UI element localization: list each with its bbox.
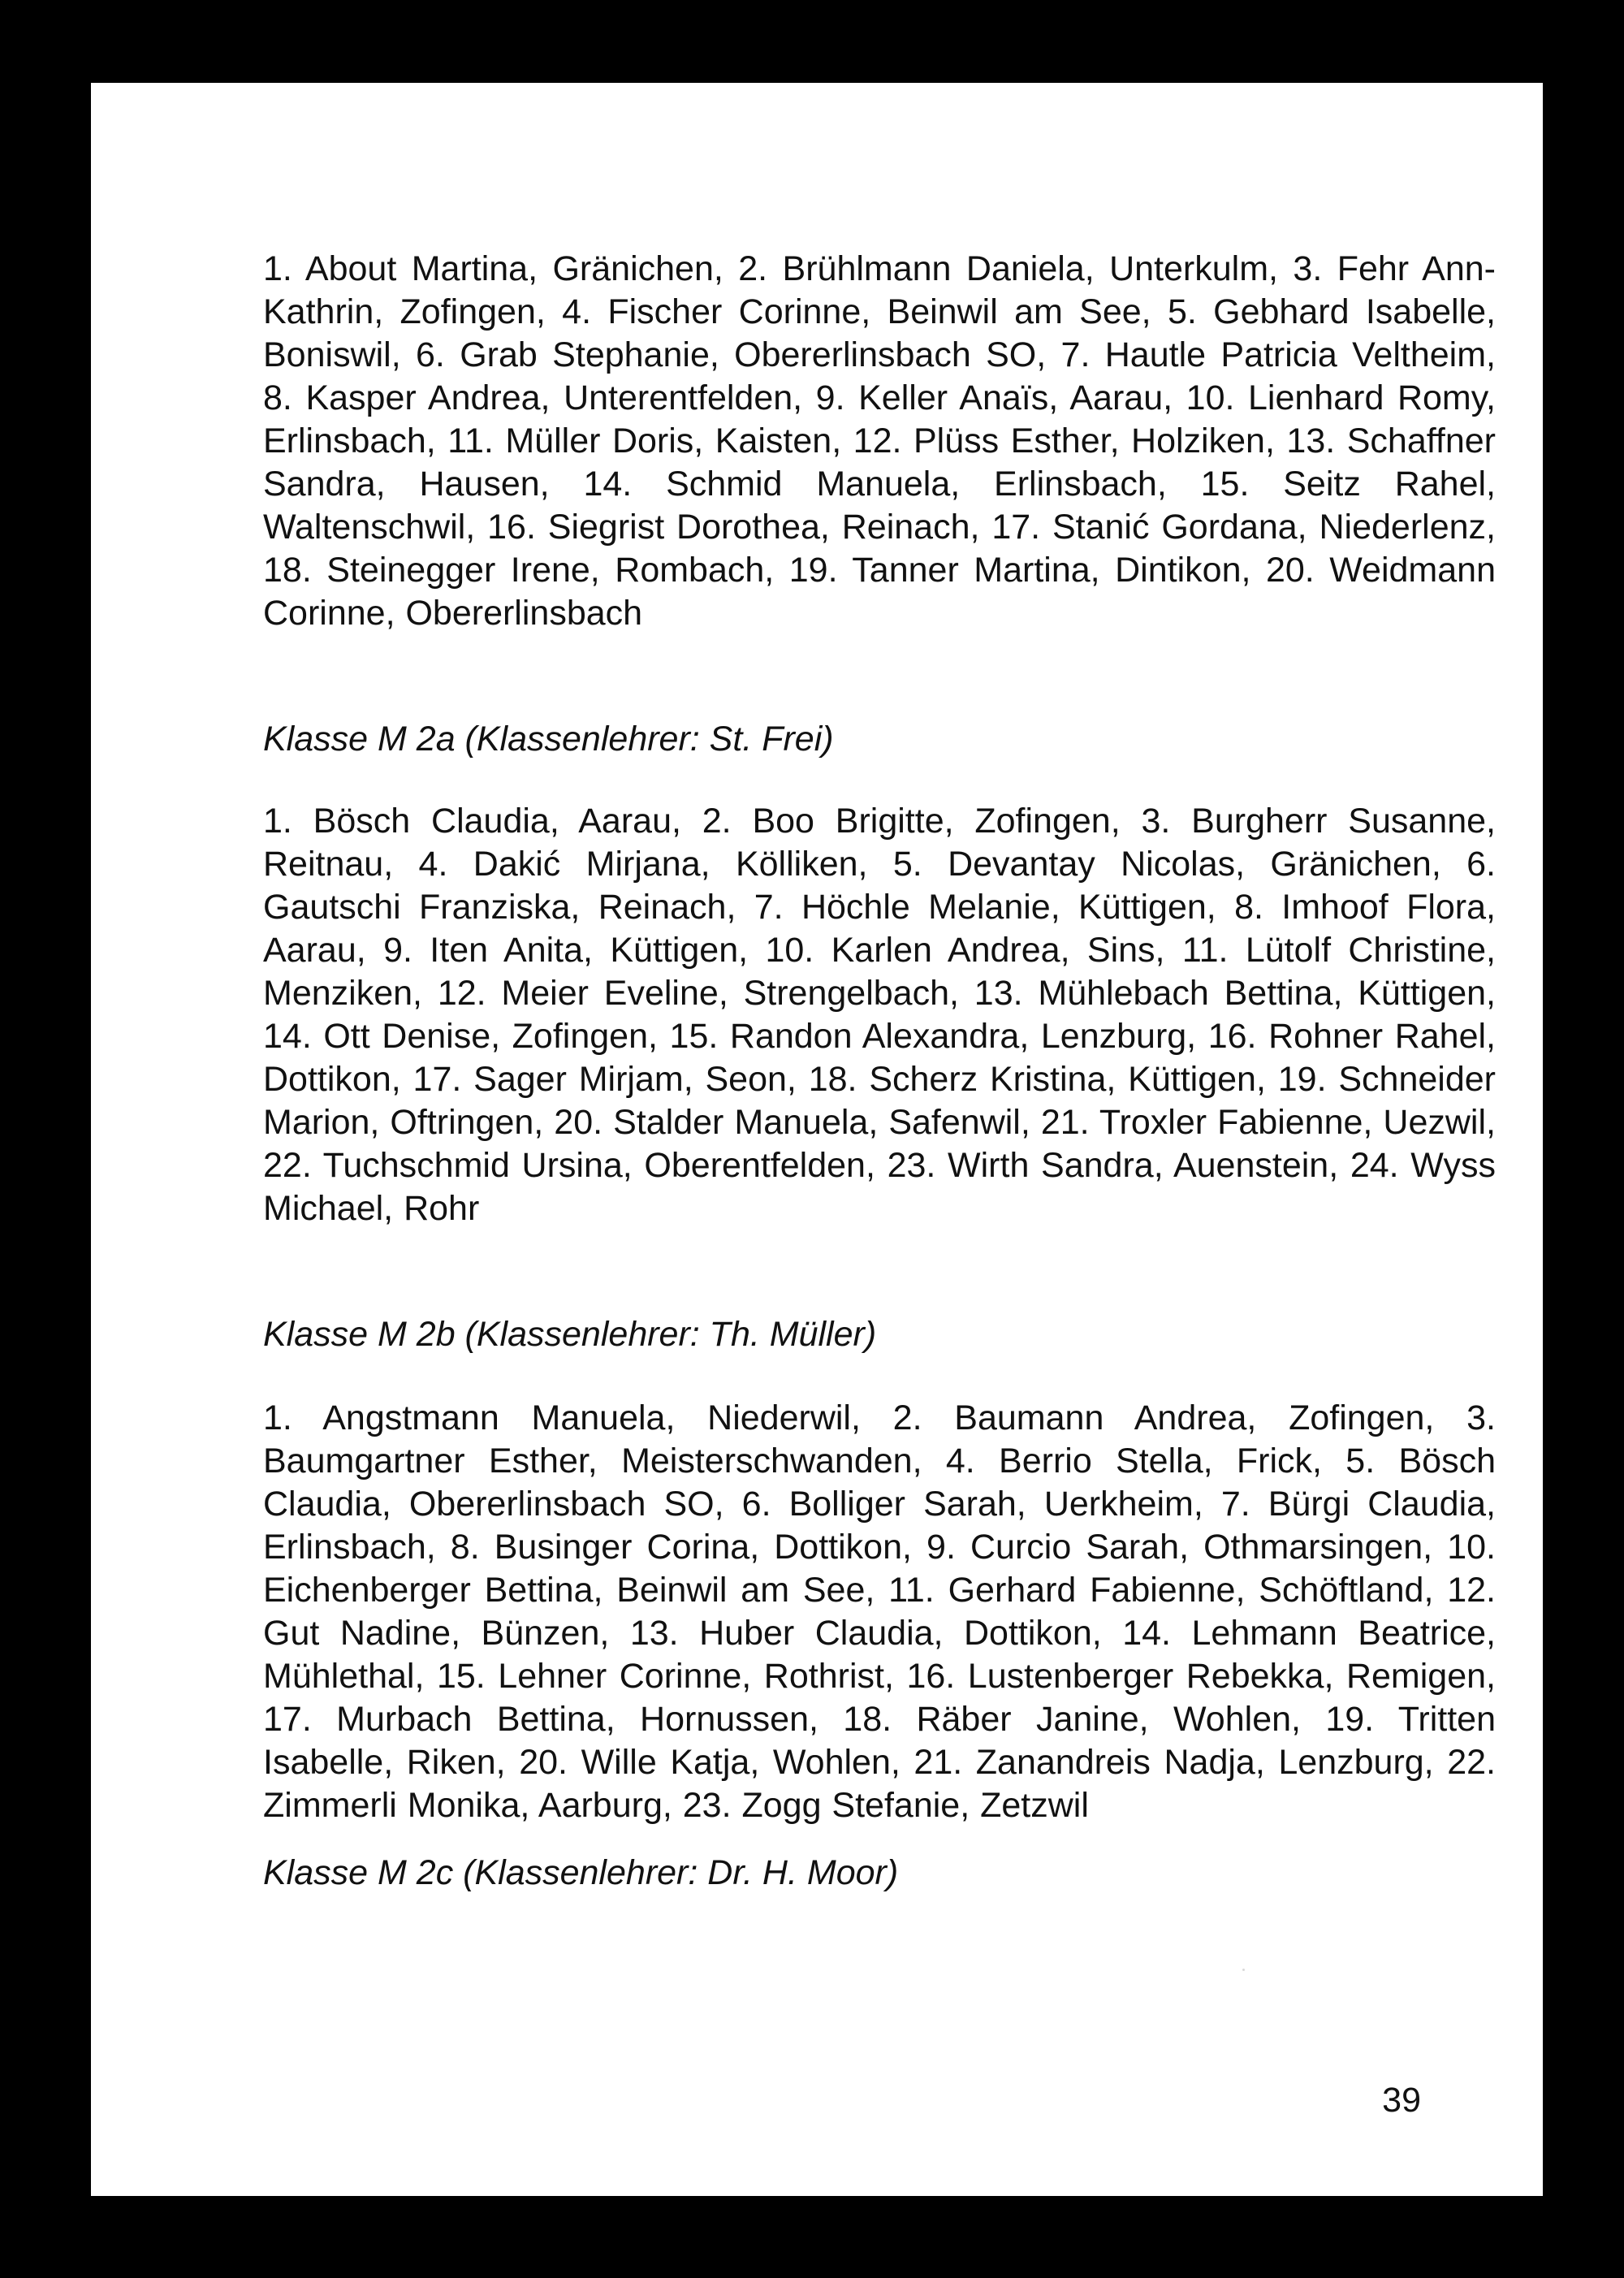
page-number: 39 (1382, 2081, 1421, 2120)
class-m2a-heading: Klasse M 2a (Klassenlehrer: St. Frei) (263, 720, 834, 759)
class-m2b-student-list: 1. Angstmann Manuela, Niederwil, 2. Baumann Andrea, Zofingen, 3. Baumgartner Esther, Meisterschwanden, 4. Berrio Stella, Frick, 5. Bösch Claudia, Obererlinsbach SO, 6. Bolliger Sarah, Uerkheim, 7. Bürgi Claudia, Erlinsbach, 8. Businger Corina, Dottikon, 9. Curcio Sarah, Othmarsingen, 10. Eichenberger Bettina, Beinwil am See, 11. Gerhard Fabienne, Schöftland, 12. Gut Nadine, Bünzen, 13. Huber Claudia, Dottikon, 14. Lehmann Beatrice, Mühlethal, 15. Lehner Corinne, Rothrist, 16. Lustenberger Rebekka, Remigen, 17. Murbach Bettina, Hornussen, 18. Räber Janine, Wohlen, 19. Tritten Isabelle, Riken, 20. Wille Katja, Wohlen, 21. Zanandreis Nadja, Lenzburg, 22. Zimmerli Monika, Aarburg, 23. Zogg Stefanie, Zetzwil (263, 1398, 1496, 1825)
class-m2b-heading: Klasse M 2b (Klassenlehrer: Th. Müller) (263, 1315, 877, 1354)
intro-student-list: 1. About Martina, Gränichen, 2. Brühlmann Daniela, Unterkulm, 3. Fehr Ann-Kathrin, Zofingen, 4. Fischer Corinne, Beinwil am See, 5. Gebhard Isabelle, Boniswil, 6. Grab Stephanie, Obererlinsbach SO, 7. Hautle Patricia Veltheim, 8. Kasper Andrea, Unterentfelden, 9. Keller Anaïs, Aarau, 10. Lienhard Romy, Erlinsbach, 11. Müller Doris, Kaisten, 12. Plüss Esther, Holziken, 13. Schaffner Sandra, Hausen, 14. Schmid Manuela, Erlinsbach, 15. Seitz Rahel, Waltenschwil, 16. Siegrist Dorothea, Reinach, 17. Stanić Gordana, Niederlenz, 18. Steinegger Irene, Rombach, 19. Tanner Martina, Dintikon, 20. Weidmann Corinne, Obererlinsbach (263, 249, 1496, 633)
page-content (263, 248, 1496, 1895)
document-page (91, 83, 1543, 2196)
scan-speck (1242, 1969, 1245, 1971)
class-m2a-student-list: 1. Bösch Claudia, Aarau, 2. Boo Brigitte, Zofingen, 3. Burgherr Susanne, Reitnau, 4. Dakić Mirjana, Kölliken, 5. Devantay Nicolas, Gränichen, 6. Gautschi Franziska, Reinach, 7. Höchle Melanie, Küttigen, 8. Imhoof Flora, Aarau, 9. Iten Anita, Küttigen, 10. Karlen Andrea, Sins, 11. Lütolf Christine, Menziken, 12. Meier Eveline, Strengelbach, 13. Mühlebach Bettina, Küttigen, 14. Ott Denise, Zofingen, 15. Randon Alexandra, Lenzburg, 16. Rohner Rahel, Dottikon, 17. Sager Mirjam, Seon, 18. Scherz Kristina, Küttigen, 19. Schneider Marion, Oftringen, 20. Stalder Manuela, Safenwil, 21. Troxler Fabienne, Uezwil, 22. Tuchschmid Ursina, Oberentfelden, 23. Wirth Sandra, Auenstein, 24. Wyss Michael, Rohr (263, 802, 1496, 1228)
class-m2c-heading: Klasse M 2c (Klassenlehrer: Dr. H. Moor) (263, 1853, 899, 1892)
